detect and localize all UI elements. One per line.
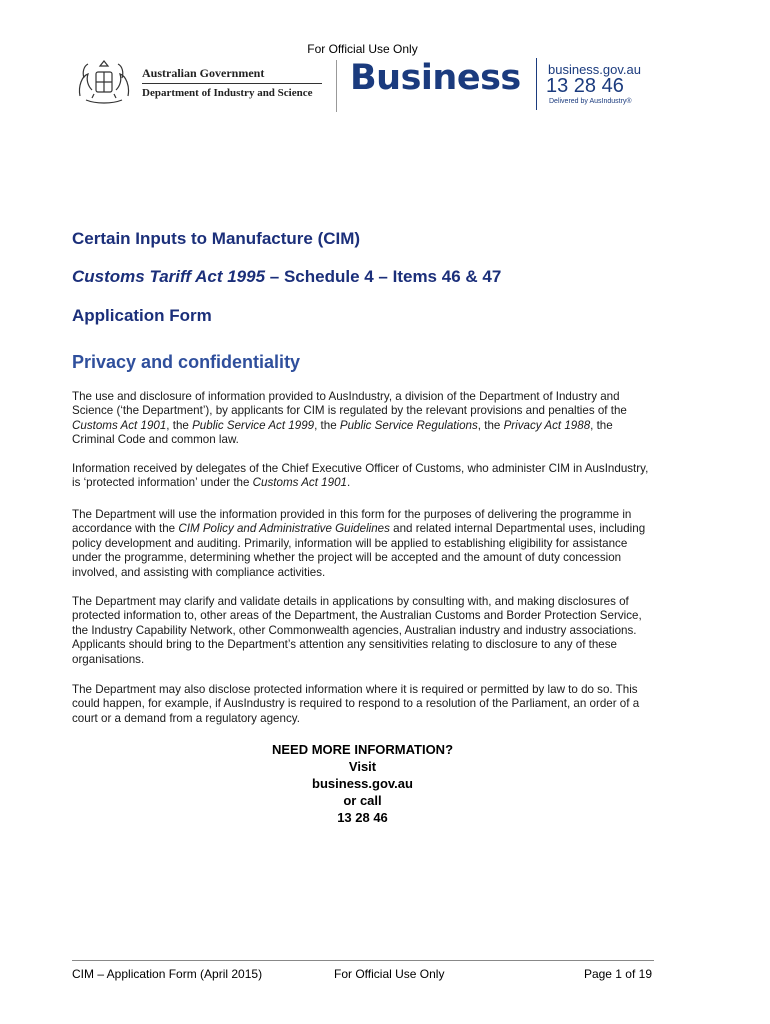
text: , the xyxy=(314,418,340,432)
section-heading: Privacy and confidentiality xyxy=(72,352,301,372)
footer-form-name: CIM – Application Form (April 2015) xyxy=(72,967,263,981)
document-subtitle xyxy=(72,267,501,287)
paragraph-2 xyxy=(72,462,652,491)
text: Information received by delegates of the Chief Executive Officer of Customs, who administer CIM in AusIndustry, is ‘protected information’ under the xyxy=(72,462,649,490)
info-visit: Visit xyxy=(348,759,377,774)
brand-divider xyxy=(536,58,537,110)
brand-url: business.gov.au xyxy=(548,62,641,77)
text: The use and disclosure of information provided to AusIndustry, a division of the Department of Industry and Science (‘the Department’), by applicants for CIM is regulated by the relevant provisions and penalties of the xyxy=(72,390,627,418)
schedule-items: – Schedule 4 – Items 46 & 47 xyxy=(265,267,502,286)
act-reference: Public Service Act 1999 xyxy=(192,418,315,432)
document-title: Certain Inputs to Manufacture (CIM) xyxy=(72,229,361,248)
brand-tagline: Delivered by AusIndustry® xyxy=(549,98,632,105)
footer-page-number: Page 1 of 19 xyxy=(583,967,652,981)
act-reference: Privacy Act 1988 xyxy=(503,418,591,432)
info-heading: NEED MORE INFORMATION? xyxy=(271,742,454,757)
coat-of-arms-icon xyxy=(72,56,136,106)
header-rule xyxy=(142,83,322,84)
text: , the xyxy=(166,418,193,432)
act-name: Customs Tariff Act 1995 xyxy=(72,267,266,286)
department-name: Department of Industry and Science xyxy=(142,87,313,99)
act-reference: Public Service Regulations xyxy=(339,418,478,432)
footer-classification: For Official Use Only xyxy=(334,967,445,981)
info-or-call: or call xyxy=(343,793,382,808)
government-title: Australian Government xyxy=(142,66,265,80)
act-reference: Customs Act 1901 xyxy=(72,418,167,432)
paragraph-3 xyxy=(72,508,652,580)
paragraph-1 xyxy=(72,390,652,448)
text: . xyxy=(346,476,351,490)
act-reference: Customs Act 1901 xyxy=(252,476,347,490)
text: The Department may clarify and validate details in applications by consulting with, and making disclosures of protected information to, other areas of the Department, the Australian Customs and Border Protection Service, the Industry Capability Network, other Commonwealth agencies, Australian industry and industry associations. Applicants should bring to the Department’s attention any sensitivities relating to disclosure to any of these organisations. xyxy=(72,595,642,666)
paragraph-5 xyxy=(72,683,652,726)
info-box xyxy=(0,741,725,826)
text: and related internal Departmental uses, including policy development and auditing. Primarily, information will be applied to establishing eligibility for assistance under the programme, determining whether the project will be accepted and the amount of duty concession involved, and assisting with compliance activities. xyxy=(72,522,646,579)
text: The Department may also disclose protected information where it is required or permitted by law to do so. This could happen, for example, if AusIndustry is required to respond to a resolution of the Parliament, an order of a court or a demand from a regulatory agency. xyxy=(72,683,640,725)
text: , the Criminal Code and common law. xyxy=(72,418,613,447)
page-header xyxy=(72,56,652,114)
classification-top: For Official Use Only xyxy=(307,42,418,56)
paragraph-4 xyxy=(72,595,652,667)
info-phone: 13 28 46 xyxy=(337,810,388,825)
text: The Department will use the information provided in this form for the purposes of delivering the programme in accordance with the xyxy=(72,508,632,536)
guidelines-reference: CIM Policy and Administrative Guidelines xyxy=(178,522,390,536)
business-logo: Business xyxy=(350,58,521,98)
text: , the xyxy=(477,418,504,432)
brand-phone: 13 28 46 xyxy=(546,75,624,97)
form-title: Application Form xyxy=(72,306,212,325)
header-divider xyxy=(336,60,337,112)
info-url-link[interactable]: business.gov.au xyxy=(312,776,413,791)
footer-rule xyxy=(72,960,654,961)
